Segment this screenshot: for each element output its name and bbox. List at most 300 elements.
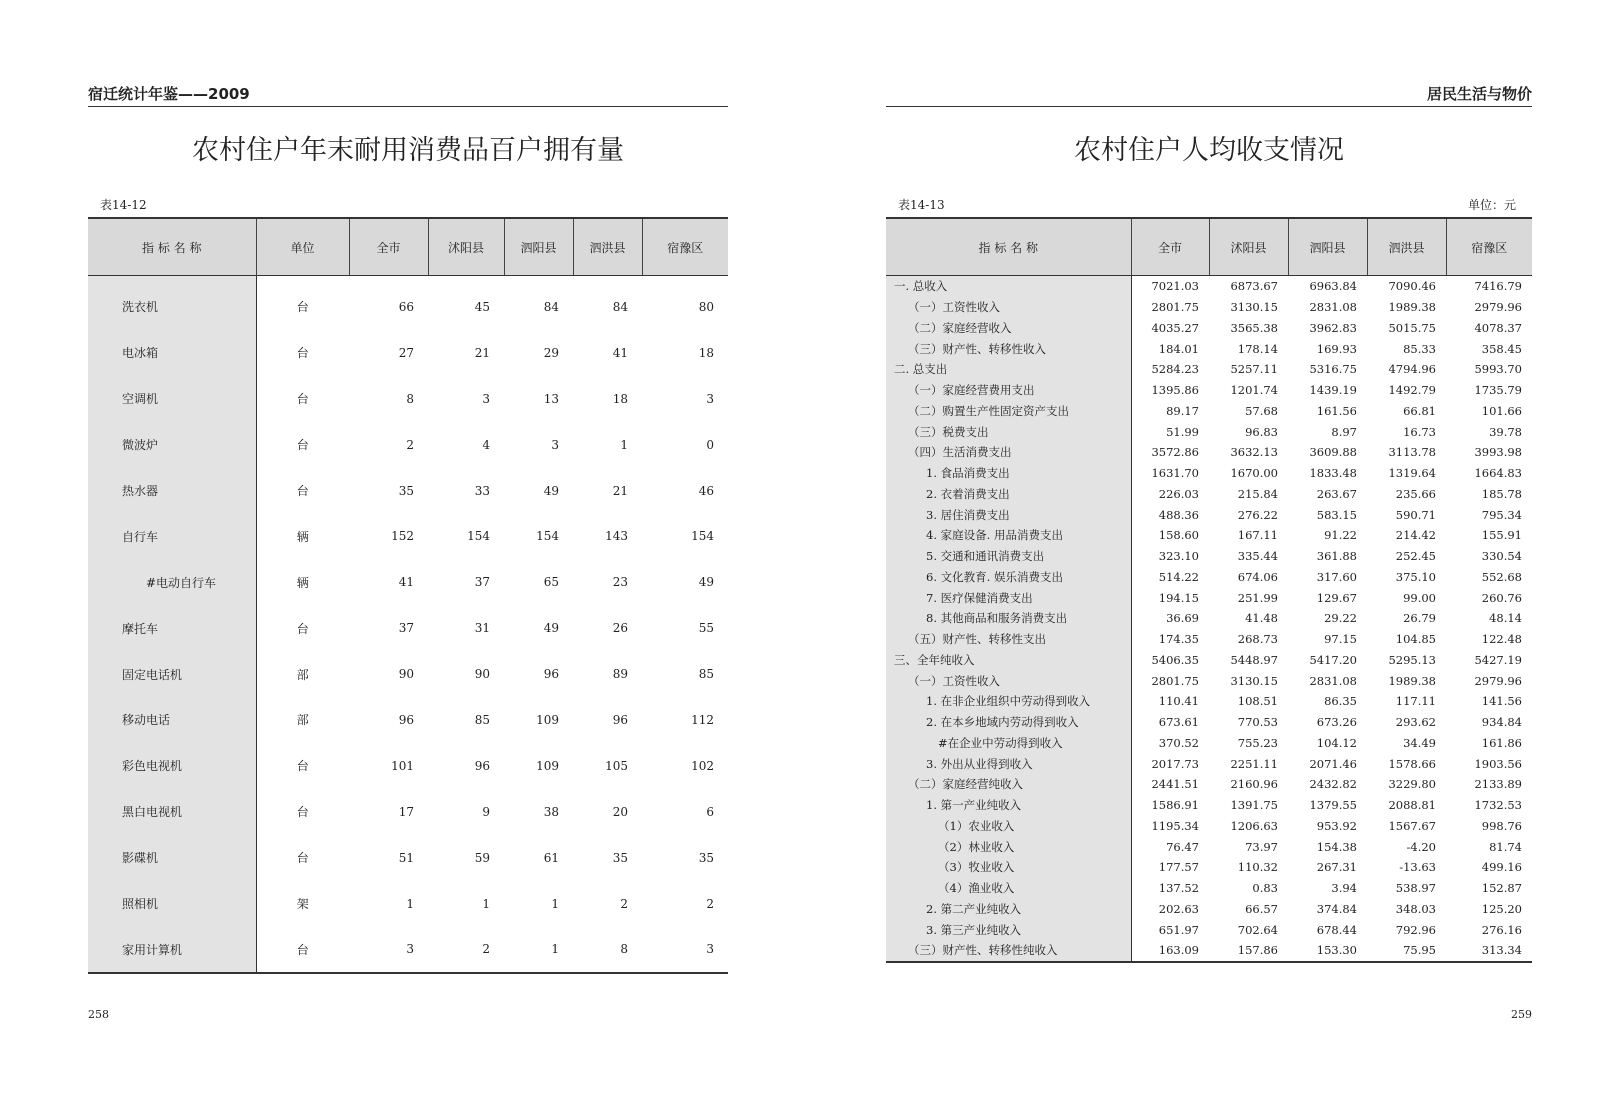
value-cell: 2979.96: [1474, 300, 1522, 315]
value-cell: 499.16: [1481, 860, 1522, 875]
value-cell: 252.45: [1395, 549, 1436, 564]
value-cell: 2831.08: [1309, 673, 1357, 688]
row-label: 洗衣机: [88, 276, 256, 330]
value-cell: 96: [474, 758, 490, 773]
value-cell: 674.06: [1237, 569, 1278, 584]
value-cell: 91.22: [1324, 528, 1357, 543]
value-cell: 3113.78: [1388, 445, 1436, 460]
table-row: [886, 567, 1532, 588]
unit-cell: 台: [296, 346, 309, 361]
value-cell: 2088.81: [1388, 798, 1436, 813]
table-row: [88, 605, 728, 651]
value-cell: 1319.64: [1388, 466, 1436, 481]
value-cell: 5417.20: [1309, 652, 1357, 667]
page-number: 258: [88, 1008, 109, 1021]
value-cell: 673.61: [1158, 715, 1199, 730]
income-expenditure-table: [886, 217, 1532, 963]
column-header: 泗阳县: [504, 218, 573, 276]
value-cell: 3: [482, 391, 490, 406]
value-cell: 49: [698, 575, 714, 590]
value-cell: 45: [474, 299, 490, 314]
row-label: （二）购置生产性固定资产支出: [886, 401, 1131, 422]
value-cell: 152: [391, 529, 414, 544]
row-label: 三、全年纯收入: [886, 650, 1131, 671]
value-cell: 154: [536, 529, 559, 544]
value-cell: 488.36: [1158, 507, 1199, 522]
table-row: [886, 774, 1532, 795]
value-cell: 3572.86: [1151, 445, 1199, 460]
value-cell: 21: [474, 345, 490, 360]
value-cell: 251.99: [1237, 590, 1278, 605]
table-row: [88, 835, 728, 881]
value-cell: 167.11: [1237, 528, 1278, 543]
value-cell: 112: [691, 712, 714, 727]
value-cell: 5448.97: [1230, 652, 1278, 667]
table-row: [886, 338, 1532, 359]
value-cell: 104.12: [1316, 735, 1357, 750]
value-cell: 81.74: [1489, 839, 1522, 854]
value-cell: -13.63: [1399, 860, 1436, 875]
value-cell: 6: [706, 804, 714, 819]
value-cell: 2071.46: [1309, 756, 1357, 771]
value-cell: 110.41: [1158, 694, 1199, 709]
value-cell: 5427.19: [1474, 652, 1522, 667]
value-cell: 2: [428, 926, 504, 973]
value-cell: 41.48: [1245, 611, 1278, 626]
value-cell: 2017.73: [1151, 756, 1199, 771]
value-cell: 3: [642, 926, 728, 973]
running-head-text: 居民生活与物价: [1426, 85, 1532, 103]
value-cell: 37: [474, 575, 490, 590]
value-cell: 335.44: [1237, 549, 1278, 564]
value-cell: 3565.38: [1230, 320, 1278, 335]
value-cell: 3130.15: [1230, 673, 1278, 688]
value-cell: 9: [482, 804, 490, 819]
row-label: （二）家庭经营纯收入: [886, 774, 1131, 795]
value-cell: 109: [536, 712, 559, 727]
running-head: [886, 84, 1532, 107]
row-label: （4）渔业收入: [886, 878, 1131, 899]
value-cell: 38: [543, 804, 559, 819]
value-cell: 184.01: [1158, 341, 1199, 356]
value-cell: 85.33: [1403, 341, 1436, 356]
value-cell: 374.84: [1316, 901, 1357, 916]
table-row: [886, 629, 1532, 650]
value-cell: 998.76: [1481, 818, 1522, 833]
value-cell: 20: [612, 804, 628, 819]
value-cell: 96: [612, 712, 628, 727]
table-row: [886, 733, 1532, 754]
value-cell: 66.81: [1403, 403, 1436, 418]
value-cell: 1989.38: [1388, 300, 1436, 315]
value-cell: 84: [543, 299, 559, 314]
value-cell: 48.14: [1489, 611, 1522, 626]
value-cell: 6873.67: [1230, 279, 1278, 294]
column-header: 宿豫区: [1446, 218, 1532, 276]
unit-cell: 架: [296, 897, 309, 912]
value-cell: 154: [467, 529, 490, 544]
row-label: 1. 在非企业组织中劳动得到收入: [886, 691, 1131, 712]
row-label: （五）财产性、转移性支出: [886, 629, 1131, 650]
row-label: （一）工资性收入: [886, 670, 1131, 691]
value-cell: 154: [691, 529, 714, 544]
row-label: 2. 第二产业纯收入: [886, 899, 1131, 920]
value-cell: 2432.82: [1309, 777, 1357, 792]
value-cell: 5316.75: [1309, 362, 1357, 377]
row-label: 固定电话机: [88, 651, 256, 697]
value-cell: 4: [482, 437, 490, 452]
row-label: 2. 在本乡地域内劳动得到收入: [886, 712, 1131, 733]
table-row: [886, 608, 1532, 629]
value-cell: 90: [474, 667, 490, 682]
value-cell: 59: [474, 850, 490, 865]
value-cell: 770.53: [1237, 715, 1278, 730]
value-cell: 34.49: [1403, 735, 1436, 750]
unit-cell: 部: [296, 667, 309, 682]
running-head: [88, 84, 728, 107]
table-row: [886, 442, 1532, 463]
value-cell: 161.56: [1316, 403, 1357, 418]
table-row: [88, 651, 728, 697]
row-label: （3）牧业收入: [886, 857, 1131, 878]
unit-cell: 台: [296, 392, 309, 407]
value-cell: 3: [349, 926, 428, 973]
value-cell: 96: [398, 712, 414, 727]
value-cell: 3632.13: [1230, 445, 1278, 460]
value-cell: 276.22: [1237, 507, 1278, 522]
value-cell: 174.35: [1158, 632, 1199, 647]
value-cell: 795.34: [1481, 507, 1522, 522]
table-row: [886, 650, 1532, 671]
value-cell: 235.66: [1395, 486, 1436, 501]
column-header: 指 标 名 称: [886, 218, 1131, 276]
value-cell: 96: [543, 667, 559, 682]
value-cell: 2801.75: [1151, 300, 1199, 315]
table-row: [886, 504, 1532, 525]
table-row: [88, 559, 728, 605]
page-title: 农村住户人均收支情况: [1074, 135, 1344, 166]
value-cell: 323.10: [1158, 549, 1199, 564]
value-cell: 2133.89: [1474, 777, 1522, 792]
table-row: [886, 359, 1532, 380]
value-cell: 21: [612, 483, 628, 498]
value-cell: 41: [612, 345, 628, 360]
value-cell: 155.91: [1481, 528, 1522, 543]
row-label: 1. 食品消费支出: [886, 463, 1131, 484]
value-cell: 276.16: [1481, 922, 1522, 937]
value-cell: 5295.13: [1388, 652, 1436, 667]
value-cell: 651.97: [1158, 922, 1199, 937]
row-label: 一. 总收入: [886, 276, 1131, 297]
value-cell: 5284.23: [1151, 362, 1199, 377]
value-cell: 65: [543, 575, 559, 590]
table-number: 表14-13: [898, 198, 945, 212]
row-label: 3. 居住消费支出: [886, 504, 1131, 525]
table-row: [88, 422, 728, 468]
value-cell: 35: [398, 483, 414, 498]
table-row: [886, 899, 1532, 920]
table-row: [886, 463, 1532, 484]
value-cell: 31: [474, 621, 490, 636]
value-cell: 49: [543, 483, 559, 498]
value-cell: 552.68: [1481, 569, 1522, 584]
value-cell: 122.48: [1481, 632, 1522, 647]
value-cell: 2801.75: [1151, 673, 1199, 688]
value-cell: 375.10: [1395, 569, 1436, 584]
value-cell: 36.69: [1166, 611, 1199, 626]
value-cell: 538.97: [1395, 881, 1436, 896]
column-header: 沭阳县: [428, 218, 504, 276]
value-cell: -4.20: [1406, 839, 1436, 854]
value-cell: 1492.79: [1388, 383, 1436, 398]
unit-cell: 台: [296, 759, 309, 774]
value-cell: 29.22: [1324, 611, 1357, 626]
row-label: （三）财产性、转移性收入: [886, 338, 1131, 359]
value-cell: 792.96: [1395, 922, 1436, 937]
table-row: [88, 743, 728, 789]
value-cell: 41: [398, 575, 414, 590]
value-cell: 125.20: [1481, 901, 1522, 916]
value-cell: 514.22: [1158, 569, 1199, 584]
value-cell: 35: [612, 850, 628, 865]
table-row: [886, 318, 1532, 339]
value-cell: 101.66: [1481, 403, 1522, 418]
value-cell: 86.35: [1324, 694, 1357, 709]
value-cell: 226.03: [1158, 486, 1199, 501]
value-cell: 97.15: [1324, 632, 1357, 647]
value-cell: 1: [504, 926, 573, 973]
value-cell: 8: [573, 926, 642, 973]
value-cell: 1395.86: [1151, 383, 1199, 398]
row-label: 7. 医疗保健消费支出: [886, 587, 1131, 608]
value-cell: 1989.38: [1388, 673, 1436, 688]
row-label: 6. 文化教育. 娱乐消费支出: [886, 567, 1131, 588]
value-cell: 129.67: [1316, 590, 1357, 605]
value-cell: 2441.51: [1151, 777, 1199, 792]
value-cell: 583.15: [1316, 507, 1357, 522]
value-cell: 33: [474, 483, 490, 498]
table-row: [886, 401, 1532, 422]
value-cell: 5406.35: [1151, 652, 1199, 667]
right-page: [886, 0, 1532, 1099]
table-row: [88, 330, 728, 376]
row-label: 热水器: [88, 468, 256, 514]
value-cell: 51: [398, 850, 414, 865]
value-cell: 3229.80: [1388, 777, 1436, 792]
unit-cell: 台: [296, 484, 309, 498]
value-cell: 177.57: [1158, 860, 1199, 875]
table-row: [886, 816, 1532, 837]
value-cell: 934.84: [1481, 715, 1522, 730]
value-cell: 3962.83: [1309, 320, 1357, 335]
page-title: 农村住户年末耐用消费品百户拥有量: [192, 135, 624, 166]
value-cell: 0.83: [1252, 881, 1278, 896]
value-cell: 89.17: [1166, 403, 1199, 418]
row-label: 4. 家庭设备. 用品消费支出: [886, 525, 1131, 546]
value-cell: 7416.79: [1474, 279, 1522, 294]
table-row: [886, 380, 1532, 401]
row-label: （三）税费支出: [886, 421, 1131, 442]
running-head-text: 宿迁统计年鉴——2009: [88, 85, 250, 103]
row-label: （二）家庭经营收入: [886, 318, 1131, 339]
row-label: 8. 其他商品和服务消费支出: [886, 608, 1131, 629]
value-cell: 96.83: [1245, 424, 1278, 439]
value-cell: 23: [612, 575, 628, 590]
value-cell: 1206.63: [1230, 818, 1278, 833]
table-row: [886, 940, 1532, 962]
column-header: 指 标 名 称: [88, 218, 256, 276]
value-cell: 27: [398, 345, 414, 360]
value-cell: 215.84: [1237, 486, 1278, 501]
value-cell: 1: [551, 896, 559, 911]
row-label: （1）农业收入: [886, 816, 1131, 837]
row-label: 黑白电视机: [88, 789, 256, 835]
unit-cell: 台: [296, 300, 309, 315]
value-cell: 18: [612, 391, 628, 406]
value-cell: 101: [391, 758, 414, 773]
value-cell: 35: [698, 850, 714, 865]
column-header: 泗阳县: [1288, 218, 1367, 276]
table-row: [886, 753, 1532, 774]
row-label: #电动自行车: [88, 559, 256, 605]
value-cell: 157.86: [1209, 940, 1288, 962]
value-cell: 57.68: [1245, 403, 1278, 418]
value-cell: 75.95: [1367, 940, 1446, 962]
unit-cell: 部: [296, 713, 309, 728]
value-cell: 590.71: [1395, 507, 1436, 522]
table-row: [886, 525, 1532, 546]
value-cell: 3: [706, 391, 714, 406]
row-label: 空调机: [88, 376, 256, 422]
value-cell: 61: [543, 850, 559, 865]
value-cell: 1379.55: [1309, 798, 1357, 813]
value-cell: 76.47: [1166, 839, 1199, 854]
unit-cell: 台: [296, 621, 309, 636]
value-cell: 37: [398, 621, 414, 636]
unit-label: 单位：元: [1467, 198, 1516, 212]
unit-cell: 辆: [296, 529, 309, 544]
table-row: [88, 376, 728, 422]
row-label: 摩托车: [88, 605, 256, 651]
value-cell: 163.09: [1131, 940, 1209, 962]
value-cell: 3993.98: [1474, 445, 1522, 460]
value-cell: 293.62: [1395, 715, 1436, 730]
value-cell: 29: [543, 345, 559, 360]
value-cell: 3: [551, 437, 559, 452]
row-label: （一）家庭经营费用支出: [886, 380, 1131, 401]
value-cell: 109: [536, 758, 559, 773]
value-cell: 51.99: [1166, 424, 1199, 439]
table-row: [886, 484, 1532, 505]
row-label: 移动电话: [88, 697, 256, 743]
row-label: 二. 总支出: [886, 359, 1131, 380]
value-cell: 2: [620, 896, 628, 911]
table-row: [886, 587, 1532, 608]
value-cell: 49: [543, 621, 559, 636]
value-cell: 702.64: [1237, 922, 1278, 937]
value-cell: 1732.53: [1474, 798, 1522, 813]
value-cell: 5993.70: [1474, 362, 1522, 377]
value-cell: 348.03: [1395, 901, 1436, 916]
value-cell: 2160.96: [1230, 777, 1278, 792]
row-label: 2. 衣着消费支出: [886, 484, 1131, 505]
value-cell: 330.54: [1481, 549, 1522, 564]
value-cell: 1: [482, 896, 490, 911]
row-label: 影碟机: [88, 835, 256, 881]
value-cell: 85: [474, 712, 490, 727]
unit-cell: 辆: [296, 575, 309, 590]
row-label: 1. 第一产业纯收入: [886, 795, 1131, 816]
unit-cell: 台: [296, 851, 309, 866]
table-row: [886, 546, 1532, 567]
value-cell: 263.67: [1316, 486, 1357, 501]
value-cell: 7090.46: [1388, 279, 1436, 294]
left-page: [88, 0, 728, 1099]
table-row: [886, 836, 1532, 857]
value-cell: 4078.37: [1474, 320, 1522, 335]
value-cell: 153.30: [1288, 940, 1367, 962]
value-cell: 1578.66: [1388, 756, 1436, 771]
value-cell: 26.79: [1403, 611, 1436, 626]
value-cell: 313.34: [1446, 940, 1532, 962]
value-cell: 152.87: [1481, 881, 1522, 896]
value-cell: 1195.34: [1151, 818, 1199, 833]
value-cell: 16.73: [1403, 424, 1436, 439]
value-cell: 185.78: [1481, 486, 1522, 501]
value-cell: 18: [698, 345, 714, 360]
value-cell: 1586.91: [1151, 798, 1199, 813]
value-cell: 267.31: [1316, 860, 1357, 875]
row-label: （一）工资性收入: [886, 297, 1131, 318]
table-header-row: [88, 218, 728, 276]
row-label: 电冰箱: [88, 330, 256, 376]
value-cell: 673.26: [1316, 715, 1357, 730]
value-cell: 260.76: [1481, 590, 1522, 605]
value-cell: 317.60: [1316, 569, 1357, 584]
value-cell: 110.32: [1237, 860, 1278, 875]
value-cell: 66: [398, 299, 414, 314]
value-cell: 6963.84: [1309, 279, 1357, 294]
table-row: [88, 276, 728, 330]
value-cell: 1439.19: [1309, 383, 1357, 398]
value-cell: 143: [605, 529, 628, 544]
value-cell: 178.14: [1237, 341, 1278, 356]
row-label: 照相机: [88, 881, 256, 927]
value-cell: 361.88: [1316, 549, 1357, 564]
value-cell: 55: [698, 621, 714, 636]
value-cell: 4035.27: [1151, 320, 1199, 335]
table-row: [886, 712, 1532, 733]
page-number: 259: [1511, 1008, 1532, 1021]
value-cell: 105: [605, 758, 628, 773]
value-cell: 2: [706, 896, 714, 911]
table-header-row: [886, 218, 1532, 276]
value-cell: 90: [398, 667, 414, 682]
row-label: 微波炉: [88, 422, 256, 468]
value-cell: 84: [612, 299, 628, 314]
row-label: （三）财产性、转移性纯收入: [886, 940, 1131, 962]
table-row: [88, 697, 728, 743]
table-row: [886, 276, 1532, 297]
value-cell: 66.57: [1245, 901, 1278, 916]
value-cell: 4794.96: [1388, 362, 1436, 377]
value-cell: 194.15: [1158, 590, 1199, 605]
value-cell: 1833.48: [1309, 466, 1357, 481]
value-cell: 73.97: [1245, 839, 1278, 854]
value-cell: 1903.56: [1474, 756, 1522, 771]
value-cell: 3.94: [1331, 881, 1357, 896]
row-label: 3. 第三产业纯收入: [886, 919, 1131, 940]
